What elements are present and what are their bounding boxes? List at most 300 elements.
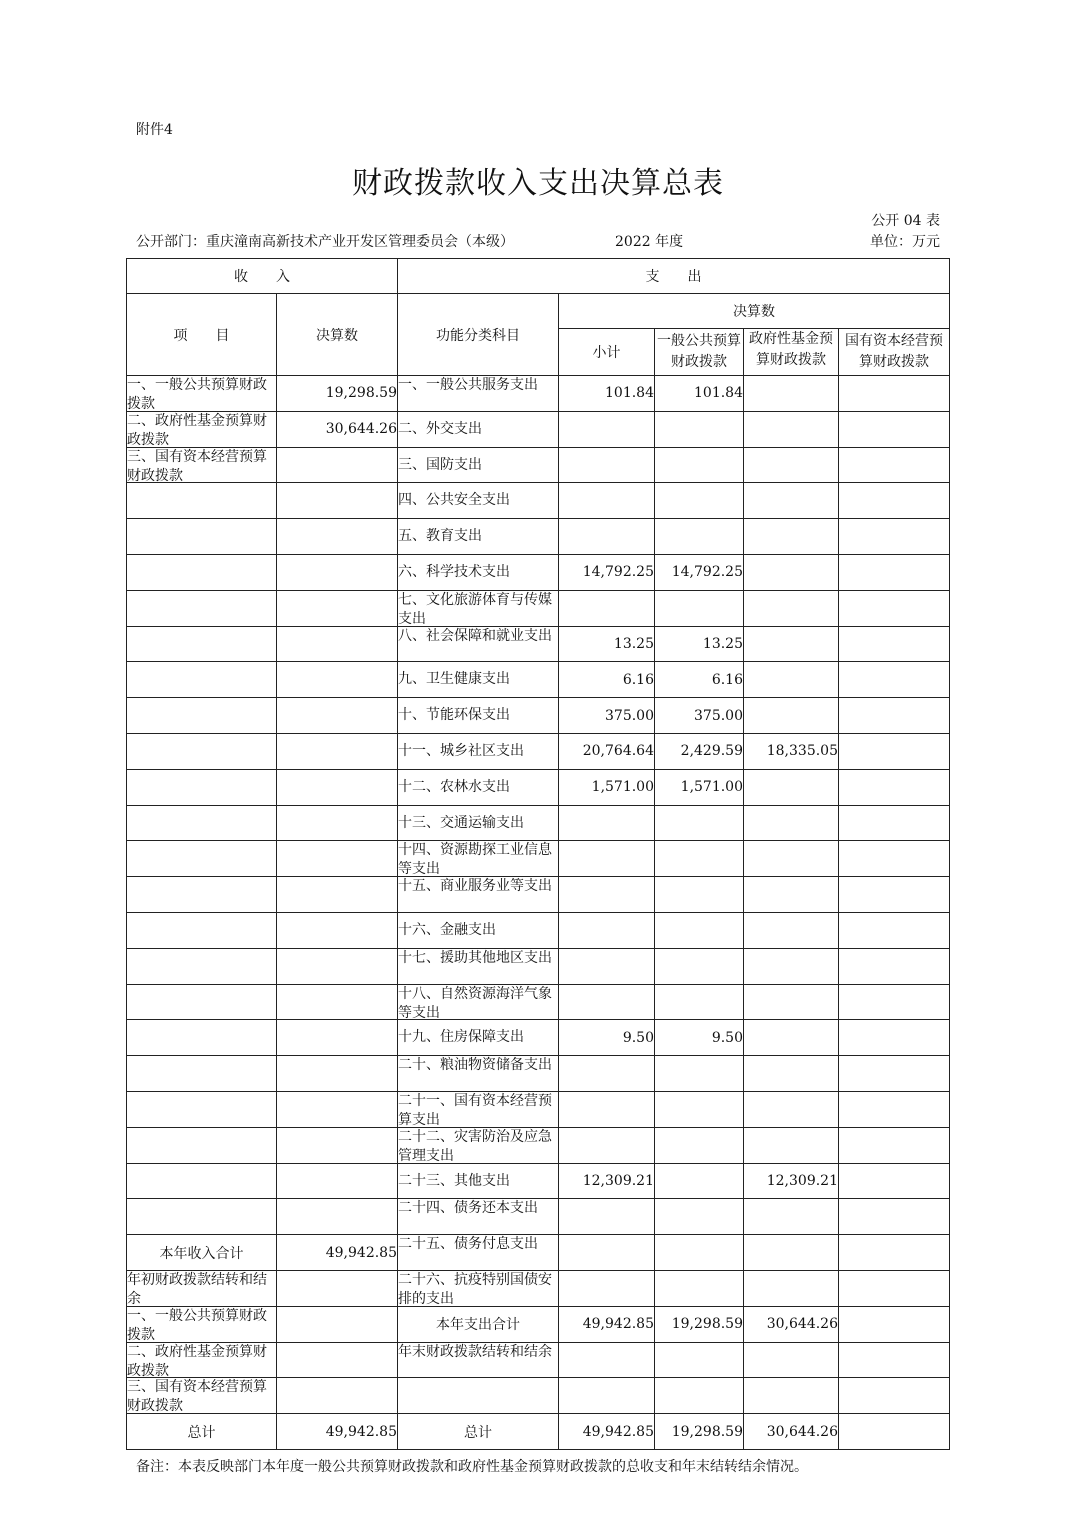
income-item-cell-text	[127, 913, 276, 947]
income-amount-cell: 49,942.85	[277, 1414, 398, 1450]
table-row	[127, 1056, 950, 1092]
income-amount-cell: 49,942.85	[277, 1235, 398, 1271]
general-budget-cell	[655, 841, 744, 877]
gov-fund-cell	[744, 662, 839, 698]
expense-subject-cell-text: 十九、住房保障支出	[398, 1029, 524, 1046]
expense-subject-cell	[398, 1163, 559, 1199]
expense-subject-cell-text: 五、教育支出	[398, 528, 482, 545]
expense-subject-cell-text: 十五、商业服务业等支出	[398, 878, 552, 895]
expense-subject-cell-text: 二十二、灾害防治及应急管理支出	[398, 1128, 552, 1162]
gov-fund-cell	[744, 1091, 839, 1127]
income-amount-cell	[277, 662, 398, 698]
expense-subject-cell	[398, 376, 559, 412]
general-budget-cell	[655, 1199, 744, 1235]
income-item-cell-text	[127, 1092, 276, 1126]
header-item: 项 目	[127, 294, 277, 376]
income-amount-cell	[277, 912, 398, 948]
expense-subject-cell-text: 十二、农林水支出	[398, 778, 510, 795]
expense-subject-cell	[398, 912, 559, 948]
expense-subject-cell	[398, 590, 559, 626]
income-amount-cell	[277, 805, 398, 841]
header-gov-fund-text: 政府性基金预算财政拨款	[749, 331, 833, 368]
income-item-cell-text: 二、政府性基金预算财政拨款	[127, 1343, 267, 1377]
income-item-cell	[127, 733, 277, 769]
expense-subject-cell	[398, 483, 559, 519]
subtotal-cell	[559, 1056, 655, 1092]
income-item-cell	[127, 948, 277, 984]
income-amount-cell	[277, 1270, 398, 1306]
general-budget-cell	[655, 805, 744, 841]
header-state-capital: 国有资本经营预算财政拨款	[839, 329, 950, 376]
state-capital-cell	[839, 411, 950, 447]
state-capital-cell	[839, 626, 950, 662]
state-capital-cell	[839, 733, 950, 769]
state-capital-cell	[839, 1414, 950, 1450]
expense-subject-cell-text: 二、外交支出	[398, 420, 482, 437]
gov-fund-cell	[744, 376, 839, 412]
unit-label: 单位：万元	[870, 234, 940, 250]
income-item-cell-text	[127, 1056, 276, 1090]
gov-fund-cell	[744, 411, 839, 447]
state-capital-cell	[839, 1306, 950, 1342]
income-amount-cell	[277, 733, 398, 769]
gov-fund-cell	[744, 1378, 839, 1414]
state-capital-cell	[839, 1163, 950, 1199]
subtotal-cell	[559, 1378, 655, 1414]
income-item-cell-text	[127, 877, 276, 911]
expense-subject-cell	[398, 1235, 559, 1271]
expense-subject-cell-text: 十四、资源勘探工业信息等支出	[398, 842, 552, 876]
income-item-cell	[127, 1270, 277, 1306]
general-budget-cell	[655, 1342, 744, 1378]
state-capital-cell	[839, 554, 950, 590]
header-subtotal: 小计	[559, 329, 655, 376]
expense-subject-cell: 本年支出合计	[398, 1306, 559, 1342]
income-amount-cell	[277, 554, 398, 590]
expense-subject-cell	[398, 1378, 559, 1414]
expense-subject-cell	[398, 769, 559, 805]
general-budget-cell	[655, 483, 744, 519]
income-amount-cell	[277, 1199, 398, 1235]
state-capital-cell	[839, 483, 950, 519]
subtotal-cell	[559, 912, 655, 948]
subtotal-cell: 14,792.25	[559, 554, 655, 590]
table-row	[127, 626, 950, 662]
expense-subject-cell	[398, 447, 559, 483]
income-item-cell	[127, 1020, 277, 1056]
income-item-cell	[127, 1342, 277, 1378]
table-row	[127, 590, 950, 626]
header-gov-fund	[744, 329, 839, 376]
page-title: 财政拨款收入支出决算总表	[352, 166, 724, 201]
state-capital-cell	[839, 805, 950, 841]
income-amount-cell	[277, 590, 398, 626]
income-item-cell	[127, 554, 277, 590]
gov-fund-cell	[744, 805, 839, 841]
header-final-amount: 决算数	[559, 294, 950, 329]
subtotal-cell	[559, 1127, 655, 1163]
income-item-cell	[127, 1306, 277, 1342]
general-budget-cell	[655, 1378, 744, 1414]
income-amount-cell	[277, 841, 398, 877]
income-item-cell-text: 二、政府性基金预算财政拨款	[127, 412, 267, 446]
general-budget-cell: 19,298.59	[655, 1414, 744, 1450]
income-item-cell-text	[127, 591, 276, 625]
income-amount-cell	[277, 626, 398, 662]
subtotal-cell	[559, 483, 655, 519]
state-capital-cell	[839, 1127, 950, 1163]
year-label: 2022 年度	[615, 234, 684, 250]
expense-subject-cell-text: 七、文化旅游体育与传媒支出	[398, 591, 552, 625]
income-item-cell-text	[127, 1128, 276, 1162]
income-item-cell-text	[127, 483, 276, 517]
table-row	[127, 912, 950, 948]
subtotal-cell: 13.25	[559, 626, 655, 662]
general-budget-cell	[655, 912, 744, 948]
gov-fund-cell: 18,335.05	[744, 733, 839, 769]
income-item-cell-text	[127, 770, 276, 804]
income-item-cell	[127, 1127, 277, 1163]
gov-fund-cell	[744, 1199, 839, 1235]
general-budget-cell	[655, 1270, 744, 1306]
subtotal-cell	[559, 1342, 655, 1378]
general-budget-cell: 6.16	[655, 662, 744, 698]
table-row	[127, 733, 950, 769]
subtotal-cell: 9.50	[559, 1020, 655, 1056]
state-capital-cell	[839, 841, 950, 877]
budget-table	[126, 258, 950, 1450]
expense-subject-cell-text: 十八、自然资源海洋气象等支出	[398, 985, 552, 1019]
general-budget-cell: 9.50	[655, 1020, 744, 1056]
gov-fund-cell	[744, 626, 839, 662]
table-row	[127, 1091, 950, 1127]
state-capital-cell	[839, 698, 950, 734]
state-capital-cell	[839, 519, 950, 555]
table-row	[127, 554, 950, 590]
expense-subject-cell-text: 二十三、其他支出	[398, 1172, 510, 1189]
expense-subject-cell	[398, 1056, 559, 1092]
income-item-cell	[127, 805, 277, 841]
state-capital-cell	[839, 1235, 950, 1271]
gov-fund-cell	[744, 1235, 839, 1271]
income-item-cell-text: 三、国有资本经营预算财政拨款	[127, 448, 267, 482]
state-capital-cell	[839, 912, 950, 948]
expense-subject-cell-text: 十一、城乡社区支出	[398, 742, 524, 759]
gov-fund-cell	[744, 1056, 839, 1092]
general-budget-cell	[655, 984, 744, 1020]
table-row	[127, 519, 950, 555]
state-capital-cell	[839, 447, 950, 483]
subtotal-cell	[559, 411, 655, 447]
income-item-cell	[127, 769, 277, 805]
income-item-cell	[127, 698, 277, 734]
table-row	[127, 698, 950, 734]
subtotal-cell	[559, 447, 655, 483]
subtotal-cell	[559, 1270, 655, 1306]
income-item-cell-text	[127, 698, 276, 732]
expense-subject-cell	[398, 1199, 559, 1235]
state-capital-cell	[839, 1270, 950, 1306]
general-budget-cell	[655, 1091, 744, 1127]
gov-fund-cell	[744, 1127, 839, 1163]
expense-subject-cell	[398, 984, 559, 1020]
expense-subject-cell	[398, 519, 559, 555]
expense-subject-cell	[398, 1127, 559, 1163]
gov-fund-cell	[744, 1270, 839, 1306]
gov-fund-cell	[744, 519, 839, 555]
subtotal-cell: 20,764.64	[559, 733, 655, 769]
expense-subject-cell	[398, 411, 559, 447]
general-budget-cell: 14,792.25	[655, 554, 744, 590]
subtotal-cell	[559, 1091, 655, 1127]
expense-subject-cell-text: 一、一般公共服务支出	[398, 377, 538, 393]
gov-fund-cell	[744, 483, 839, 519]
expense-subject-cell	[398, 698, 559, 734]
expense-subject-cell	[398, 1091, 559, 1127]
income-amount-cell	[277, 948, 398, 984]
table-row	[127, 376, 950, 412]
state-capital-cell	[839, 769, 950, 805]
gov-fund-cell	[744, 590, 839, 626]
income-item-cell	[127, 447, 277, 483]
general-budget-cell	[655, 590, 744, 626]
gov-fund-cell	[744, 912, 839, 948]
income-item-cell	[127, 626, 277, 662]
gov-fund-cell	[744, 447, 839, 483]
table-row	[127, 411, 950, 447]
income-item-cell-text: 一、一般公共预算财政拨款	[127, 1307, 267, 1341]
expense-subject-cell	[398, 733, 559, 769]
state-capital-cell	[839, 376, 950, 412]
gov-fund-cell: 30,644.26	[744, 1306, 839, 1342]
state-capital-cell	[839, 948, 950, 984]
income-item-cell: 总计	[127, 1414, 277, 1450]
income-item-cell-text	[127, 1199, 276, 1233]
table-row	[127, 805, 950, 841]
state-capital-cell	[839, 1020, 950, 1056]
attachment-label: 附件4	[136, 122, 173, 138]
subtotal-cell	[559, 1235, 655, 1271]
expense-subject-cell-text	[398, 1378, 558, 1412]
footnote: 备注：本表反映部门本年度一般公共预算财政拨款和政府性基金预算财政拨款的总收支和年末结转结余情况。	[136, 1459, 808, 1475]
expense-subject-cell	[398, 805, 559, 841]
expense-subject-cell-text: 八、社会保障和就业支出	[398, 627, 552, 644]
expense-subject-cell	[398, 626, 559, 662]
gov-fund-cell	[744, 984, 839, 1020]
subtotal-cell: 49,942.85	[559, 1414, 655, 1450]
income-item-cell	[127, 912, 277, 948]
state-capital-cell	[839, 1378, 950, 1414]
general-budget-cell: 2,429.59	[655, 733, 744, 769]
expense-subject-cell-text: 三、国防支出	[398, 456, 482, 473]
table-row	[127, 1163, 950, 1199]
income-item-cell-text: 三、国有资本经营预算财政拨款	[127, 1379, 267, 1413]
table-row	[127, 447, 950, 483]
income-amount-cell	[277, 769, 398, 805]
income-amount-cell	[277, 447, 398, 483]
general-budget-cell	[655, 411, 744, 447]
income-amount-cell	[277, 519, 398, 555]
general-budget-cell	[655, 1235, 744, 1271]
expense-subject-cell-text: 四、公共安全支出	[398, 492, 510, 509]
general-budget-cell	[655, 948, 744, 984]
subtotal-cell	[559, 984, 655, 1020]
expense-subject-cell	[398, 1020, 559, 1056]
income-item-cell	[127, 590, 277, 626]
expense-subject-cell	[398, 877, 559, 913]
state-capital-cell	[839, 590, 950, 626]
income-item-cell-text	[127, 734, 276, 768]
income-amount-cell	[277, 483, 398, 519]
expense-subject-cell	[398, 1342, 559, 1378]
income-amount-cell	[277, 1378, 398, 1414]
subtotal-cell: 49,942.85	[559, 1306, 655, 1342]
header-func-subject: 功能分类科目	[398, 294, 559, 376]
general-budget-cell: 1,571.00	[655, 769, 744, 805]
expense-subject-cell-text: 十六、金融支出	[398, 921, 496, 938]
general-budget-cell	[655, 1127, 744, 1163]
general-budget-cell	[655, 1163, 744, 1199]
table-row	[127, 1235, 950, 1271]
gov-fund-cell	[744, 698, 839, 734]
department-label: 公开部门：重庆潼南高新技术产业开发区管理委员会（本级）	[136, 234, 514, 250]
income-item-cell-text	[127, 841, 276, 875]
income-item-cell	[127, 1091, 277, 1127]
general-budget-cell	[655, 519, 744, 555]
expense-subject-cell	[398, 554, 559, 590]
general-budget-cell	[655, 447, 744, 483]
expense-subject-cell-text: 十三、交通运输支出	[398, 814, 524, 831]
subtotal-cell: 1,571.00	[559, 769, 655, 805]
table-row	[127, 877, 950, 913]
subtotal-cell	[559, 948, 655, 984]
income-item-cell-text	[127, 555, 276, 589]
general-budget-cell	[655, 877, 744, 913]
gov-fund-cell	[744, 1342, 839, 1378]
expense-subject-cell-text: 六、科学技术支出	[398, 563, 510, 580]
subtotal-cell	[559, 805, 655, 841]
income-item-cell	[127, 376, 277, 412]
table-row	[127, 1270, 950, 1306]
state-capital-cell	[839, 1342, 950, 1378]
income-amount-cell	[277, 1127, 398, 1163]
general-budget-cell: 101.84	[655, 376, 744, 412]
state-capital-cell	[839, 877, 950, 913]
table-row	[127, 1127, 950, 1163]
income-item-cell-text	[127, 949, 276, 983]
income-amount-cell	[277, 1020, 398, 1056]
table-row	[127, 1306, 950, 1342]
general-budget-cell: 13.25	[655, 626, 744, 662]
table-row	[127, 1342, 950, 1378]
income-item-cell-text	[127, 985, 276, 1019]
income-amount-cell: 30,644.26	[277, 411, 398, 447]
income-item-cell	[127, 877, 277, 913]
general-budget-cell	[655, 1056, 744, 1092]
form-number: 公开 04 表	[871, 213, 940, 229]
income-item-cell	[127, 483, 277, 519]
expense-subject-cell-text: 二十六、抗疫特别国债安排的支出	[398, 1271, 552, 1305]
income-item-cell	[127, 519, 277, 555]
income-amount-cell	[277, 1342, 398, 1378]
income-amount-cell	[277, 1306, 398, 1342]
state-capital-cell	[839, 1199, 950, 1235]
subtotal-cell	[559, 519, 655, 555]
header-income: 收 入	[127, 259, 398, 294]
subtotal-cell	[559, 1199, 655, 1235]
gov-fund-cell	[744, 841, 839, 877]
table-row	[127, 948, 950, 984]
subtotal-cell: 6.16	[559, 662, 655, 698]
income-item-cell	[127, 1378, 277, 1414]
gov-fund-cell	[744, 877, 839, 913]
table-row	[127, 769, 950, 805]
state-capital-cell	[839, 662, 950, 698]
expense-subject-cell	[398, 948, 559, 984]
income-item-cell	[127, 411, 277, 447]
income-item-cell-text	[127, 806, 276, 840]
expense-subject-cell-text: 二十、粮油物资储备支出	[398, 1057, 552, 1074]
subtotal-cell: 12,309.21	[559, 1163, 655, 1199]
gov-fund-cell	[744, 769, 839, 805]
header-expense: 支 出	[398, 259, 950, 294]
income-item-cell-text	[127, 519, 276, 553]
income-item-cell-text	[127, 662, 276, 696]
income-amount-cell	[277, 1056, 398, 1092]
table-row	[127, 1378, 950, 1414]
income-item-cell-text	[127, 1164, 276, 1198]
subtotal-cell: 375.00	[559, 698, 655, 734]
general-budget-cell: 375.00	[655, 698, 744, 734]
table-row	[127, 984, 950, 1020]
gov-fund-cell: 30,644.26	[744, 1414, 839, 1450]
gov-fund-cell	[744, 554, 839, 590]
subtotal-cell	[559, 590, 655, 626]
income-amount-cell	[277, 984, 398, 1020]
income-amount-cell	[277, 877, 398, 913]
table-row	[127, 841, 950, 877]
income-amount-cell: 19,298.59	[277, 376, 398, 412]
income-item-cell: 本年收入合计	[127, 1235, 277, 1271]
income-item-cell	[127, 841, 277, 877]
expense-subject-cell-text: 九、卫生健康支出	[398, 671, 510, 688]
income-amount-cell	[277, 1163, 398, 1199]
subtotal-cell	[559, 841, 655, 877]
gov-fund-cell	[744, 948, 839, 984]
expense-subject-cell-text: 二十四、债务还本支出	[398, 1200, 538, 1217]
income-amount-cell	[277, 698, 398, 734]
income-item-cell	[127, 662, 277, 698]
state-capital-cell	[839, 1056, 950, 1092]
subtotal-cell	[559, 877, 655, 913]
table-row	[127, 1414, 950, 1450]
table-row	[127, 662, 950, 698]
expense-subject-cell-text: 十、节能环保支出	[398, 707, 510, 724]
income-item-cell-text: 年初财政拨款结转和结余	[127, 1271, 267, 1305]
gov-fund-cell	[744, 1020, 839, 1056]
state-capital-cell	[839, 984, 950, 1020]
income-item-cell	[127, 1163, 277, 1199]
subtotal-cell: 101.84	[559, 376, 655, 412]
income-item-cell	[127, 984, 277, 1020]
expense-subject-cell	[398, 841, 559, 877]
expense-subject-cell-text: 十七、援助其他地区支出	[398, 949, 552, 966]
gov-fund-cell: 12,309.21	[744, 1163, 839, 1199]
expense-subject-cell	[398, 1270, 559, 1306]
income-item-cell-text: 一、一般公共预算财政拨款	[127, 377, 267, 410]
table-row	[127, 1199, 950, 1235]
income-item-cell	[127, 1199, 277, 1235]
